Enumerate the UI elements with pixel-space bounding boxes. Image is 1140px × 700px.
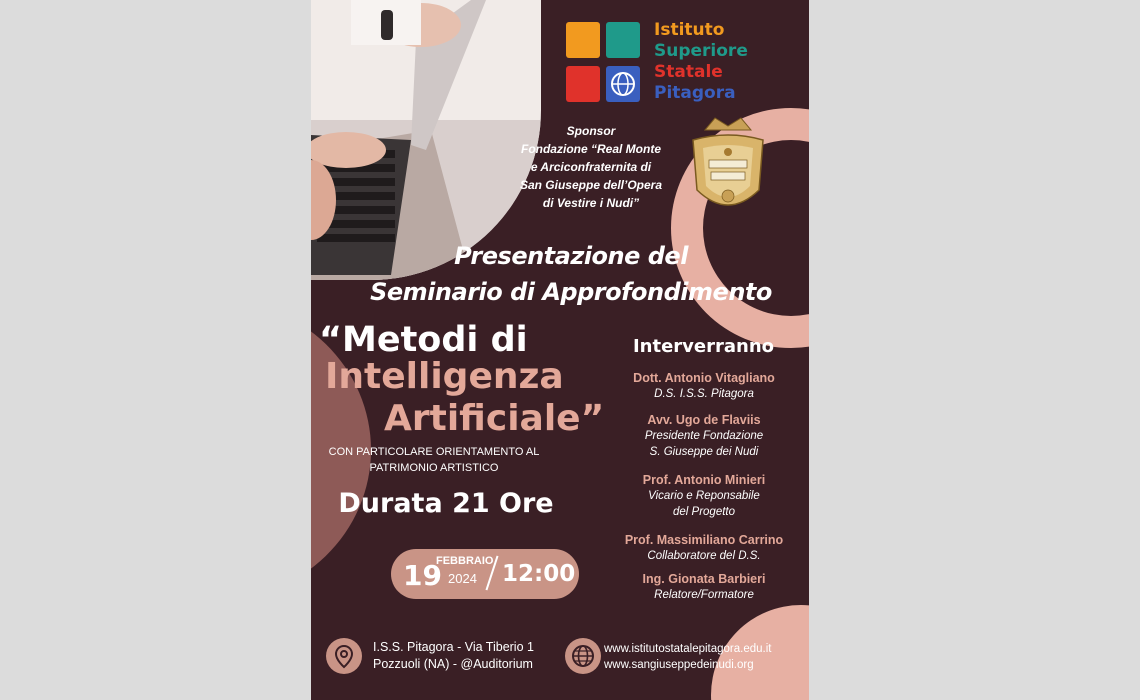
speaker-4 bbox=[604, 532, 804, 564]
website-block bbox=[604, 641, 771, 673]
speaker-name: Ing. Gionata Barbieri bbox=[642, 572, 766, 586]
date-badge bbox=[391, 549, 579, 599]
presentation-line-1: Presentazione del bbox=[454, 242, 688, 270]
speaker-name: Prof. Massimiliano Carrino bbox=[624, 533, 784, 547]
subtitle-line-1: CON PARTICOLARE ORIENTAMENTO AL bbox=[328, 446, 540, 458]
address-line-1: I.S.S. Pitagora - Via Tiberio 1 bbox=[373, 640, 534, 654]
address-block bbox=[373, 639, 534, 673]
foundation-crest bbox=[685, 112, 771, 222]
speaker-role: Collaboratore del D.S. bbox=[647, 550, 761, 562]
speaker-role: Vicario e Reponsabile bbox=[648, 490, 760, 502]
logo-tile-orange bbox=[566, 22, 600, 58]
speaker-5 bbox=[604, 571, 804, 603]
sponsor-line-3: e Arciconfraternita di bbox=[530, 160, 652, 174]
speaker-1 bbox=[604, 370, 804, 402]
logo-line-3: Statale bbox=[654, 62, 723, 82]
speaker-role-2: S. Giuseppe dei Nudi bbox=[649, 446, 759, 458]
speaker-name: Avv. Ugo de Flaviis bbox=[647, 413, 761, 427]
speaker-role: D.S. I.S.S. Pitagora bbox=[654, 388, 754, 400]
event-poster bbox=[311, 0, 809, 700]
speaker-role-2: del Progetto bbox=[672, 506, 735, 518]
sponsor-line-5: di Vestire i Nudi” bbox=[542, 196, 640, 210]
globe-icon bbox=[565, 638, 601, 674]
sponsor-line-2: Fondazione “Real Monte bbox=[520, 142, 661, 156]
sponsor-block bbox=[501, 122, 681, 212]
logo-line-4: Pitagora bbox=[654, 83, 736, 103]
address-line-2: Pozzuoli (NA) - @Auditorium bbox=[373, 657, 533, 671]
location-pin-icon bbox=[326, 638, 362, 674]
speaker-3 bbox=[604, 472, 804, 520]
sponsor-line-4: San Giuseppe dell’Opera bbox=[519, 178, 663, 192]
presentation-line-2: Seminario di Approfondimento bbox=[370, 278, 772, 306]
speaker-role: Presidente Fondazione bbox=[644, 430, 764, 442]
logo-line-1: Istituto bbox=[654, 20, 725, 40]
logo-tile-red bbox=[566, 66, 600, 102]
institute-logo bbox=[566, 20, 786, 108]
speaker-name: Prof. Antonio Minieri bbox=[642, 473, 766, 487]
presentation-heading bbox=[351, 238, 791, 310]
title-line-2: Intelligenza bbox=[325, 356, 564, 397]
date-day: 19 bbox=[403, 559, 442, 592]
sponsor-line-1: Sponsor bbox=[566, 124, 616, 138]
seminar-subtitle bbox=[319, 444, 549, 476]
logo-tile-teal bbox=[606, 22, 640, 58]
speakers-heading: Interverranno bbox=[632, 336, 775, 357]
logo-line-2: Superiore bbox=[654, 41, 748, 61]
date-year: 2024 bbox=[448, 571, 477, 586]
speaker-role: Relatore/Formatore bbox=[654, 589, 754, 601]
website-link-1[interactable]: www.istitutostatalepitagora.edu.it bbox=[604, 643, 772, 655]
website-link-2[interactable]: www.sangiuseppedeinudi.org bbox=[604, 659, 754, 671]
logo-tile-blue bbox=[606, 66, 640, 102]
duration-text: Durata 21 Ore bbox=[338, 488, 554, 519]
date-time: 12:00 bbox=[502, 561, 576, 587]
title-line-3: Artificiale” bbox=[384, 398, 605, 439]
speaker-name: Dott. Antonio Vitagliano bbox=[633, 371, 775, 385]
speaker-2 bbox=[604, 412, 804, 460]
title-line-1: “Metodi di bbox=[319, 320, 528, 360]
date-month: FEBBRAIO bbox=[436, 555, 494, 567]
subtitle-line-2: PATRIMONIO ARTISTICO bbox=[369, 462, 499, 474]
